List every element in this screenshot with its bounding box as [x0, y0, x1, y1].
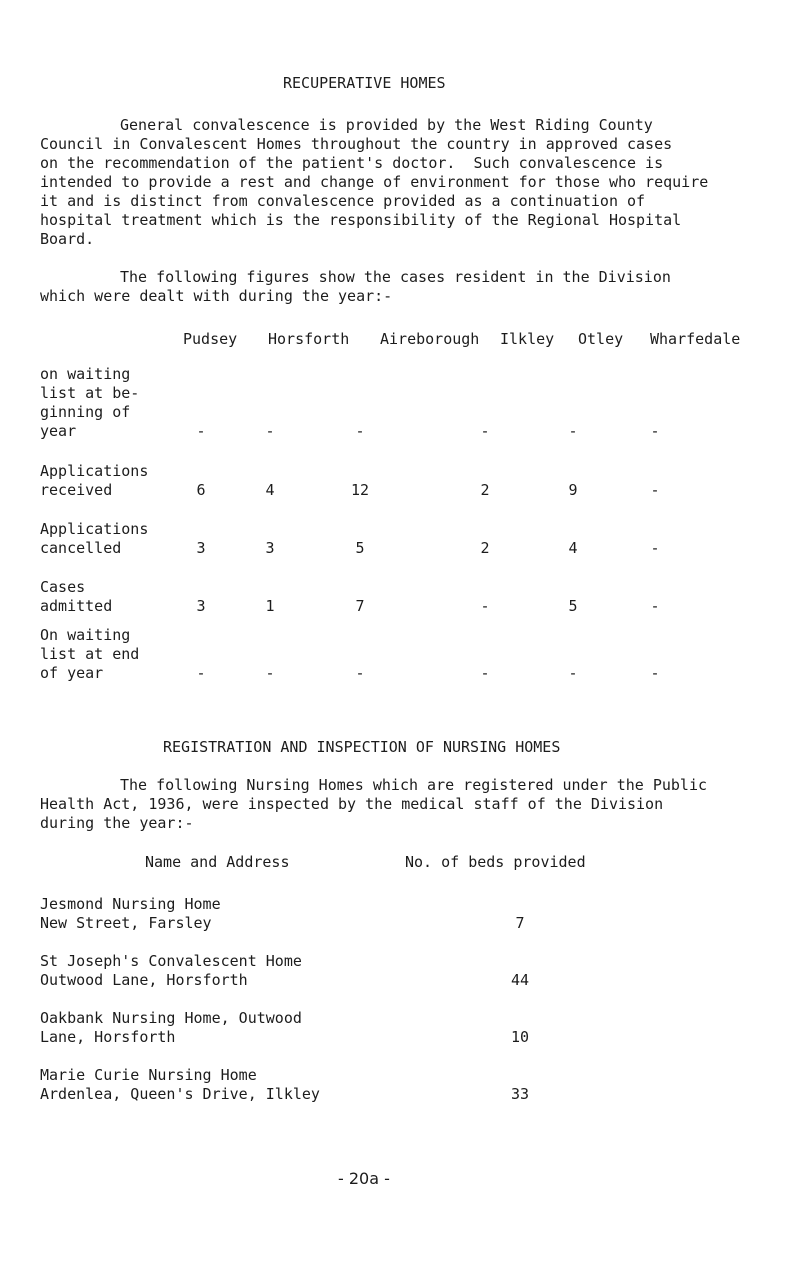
table-cell: - — [568, 664, 578, 682]
table-cell: - — [355, 422, 365, 440]
table-cell: 1 — [265, 597, 275, 615]
table-cell: - — [480, 664, 490, 682]
row-label-line: list at be- — [40, 384, 140, 402]
row-label-line: Cases — [40, 578, 86, 596]
row-label-line: Applications — [40, 462, 149, 480]
page-title: RECUPERATIVE HOMES — [283, 74, 446, 92]
intro-line-1: General convalescence is provided by the West Riding County — [120, 116, 653, 134]
table-cell: - — [650, 597, 660, 615]
home-line: Ardenlea, Queen's Drive, Ilkley — [40, 1085, 320, 1103]
intro-line-5: it and is distinct from convalescence provided as a continuation of — [40, 192, 646, 210]
table-cell: - — [650, 664, 660, 682]
home-beds: 33 — [510, 1085, 530, 1103]
row-label-line: on waiting — [40, 365, 131, 383]
home-line: New Street, Farsley — [40, 914, 212, 932]
homes-name-header: Name and Address — [145, 853, 290, 871]
table-cell: - — [650, 481, 660, 499]
section2-intro-line-3: during the year:- — [40, 814, 194, 832]
col-header-ilkley: Ilkley — [500, 330, 555, 348]
section2-intro-line-2: Health Act, 1936, were inspected by the medical staff of the Division — [40, 795, 664, 813]
table-cell: - — [265, 664, 275, 682]
col-header-pudsey: Pudsey — [183, 330, 238, 348]
table-cell: 4 — [568, 539, 578, 557]
home-line: Jesmond Nursing Home — [40, 895, 221, 913]
figures-intro-line-1: The following figures show the cases resident in the Division — [120, 268, 671, 286]
home-line: Outwood Lane, Horsforth — [40, 971, 248, 989]
col-header-aireborough: Aireborough — [380, 330, 480, 348]
table-cell: - — [480, 597, 490, 615]
intro-line-4: intended to provide a rest and change of environment for those who require — [40, 173, 709, 191]
row-label-line: On waiting — [40, 626, 131, 644]
home-beds: 44 — [510, 971, 530, 989]
table-cell: - — [568, 422, 578, 440]
intro-line-3: on the recommendation of the patient's doctor. Such convalescence is — [40, 154, 664, 172]
table-cell: 12 — [350, 481, 370, 499]
row-label-line: Applications — [40, 520, 149, 538]
row-label-line: year — [40, 422, 77, 440]
table-cell: - — [355, 664, 365, 682]
page-number: - 20a - — [338, 1169, 390, 1188]
table-cell: - — [196, 422, 206, 440]
col-header-otley: Otley — [578, 330, 624, 348]
row-label-line: cancelled — [40, 539, 122, 557]
table-cell: - — [650, 539, 660, 557]
table-cell: 5 — [355, 539, 365, 557]
home-beds: 7 — [515, 914, 525, 932]
homes-beds-header: No. of beds provided — [405, 853, 586, 871]
table-cell: - — [265, 422, 275, 440]
home-beds: 10 — [510, 1028, 530, 1046]
table-cell: 2 — [480, 539, 490, 557]
section2-intro-line-1: The following Nursing Homes which are registered under the Public — [120, 776, 707, 794]
row-label-line: admitted — [40, 597, 113, 615]
home-line: St Joseph's Convalescent Home — [40, 952, 302, 970]
table-cell: 7 — [355, 597, 365, 615]
intro-line-2: Council in Convalescent Homes throughout the country in approved cases — [40, 135, 673, 153]
table-cell: 4 — [265, 481, 275, 499]
intro-line-7: Board. — [40, 230, 95, 248]
table-cell: 3 — [196, 539, 206, 557]
home-line: Lane, Horsforth — [40, 1028, 176, 1046]
table-cell: - — [196, 664, 206, 682]
table-cell: - — [480, 422, 490, 440]
intro-line-6: hospital treatment which is the responsibility of the Regional Hospital — [40, 211, 682, 229]
table-cell: 3 — [265, 539, 275, 557]
row-label-line: of year — [40, 664, 104, 682]
home-line: Marie Curie Nursing Home — [40, 1066, 257, 1084]
table-cell: 6 — [196, 481, 206, 499]
home-line: Oakbank Nursing Home, Outwood — [40, 1009, 302, 1027]
col-header-wharfedale: Wharfedale — [650, 330, 741, 348]
table-cell: 5 — [568, 597, 578, 615]
row-label-line: list at end — [40, 645, 140, 663]
table-cell: 9 — [568, 481, 578, 499]
row-label-line: ginning of — [40, 403, 131, 421]
figures-intro-line-2: which were dealt with during the year:- — [40, 287, 393, 305]
col-header-horsforth: Horsforth — [268, 330, 350, 348]
table-cell: - — [650, 422, 660, 440]
row-label-line: received — [40, 481, 113, 499]
table-cell: 3 — [196, 597, 206, 615]
table-cell: 2 — [480, 481, 490, 499]
section-title: REGISTRATION AND INSPECTION OF NURSING HOMES — [163, 738, 561, 756]
